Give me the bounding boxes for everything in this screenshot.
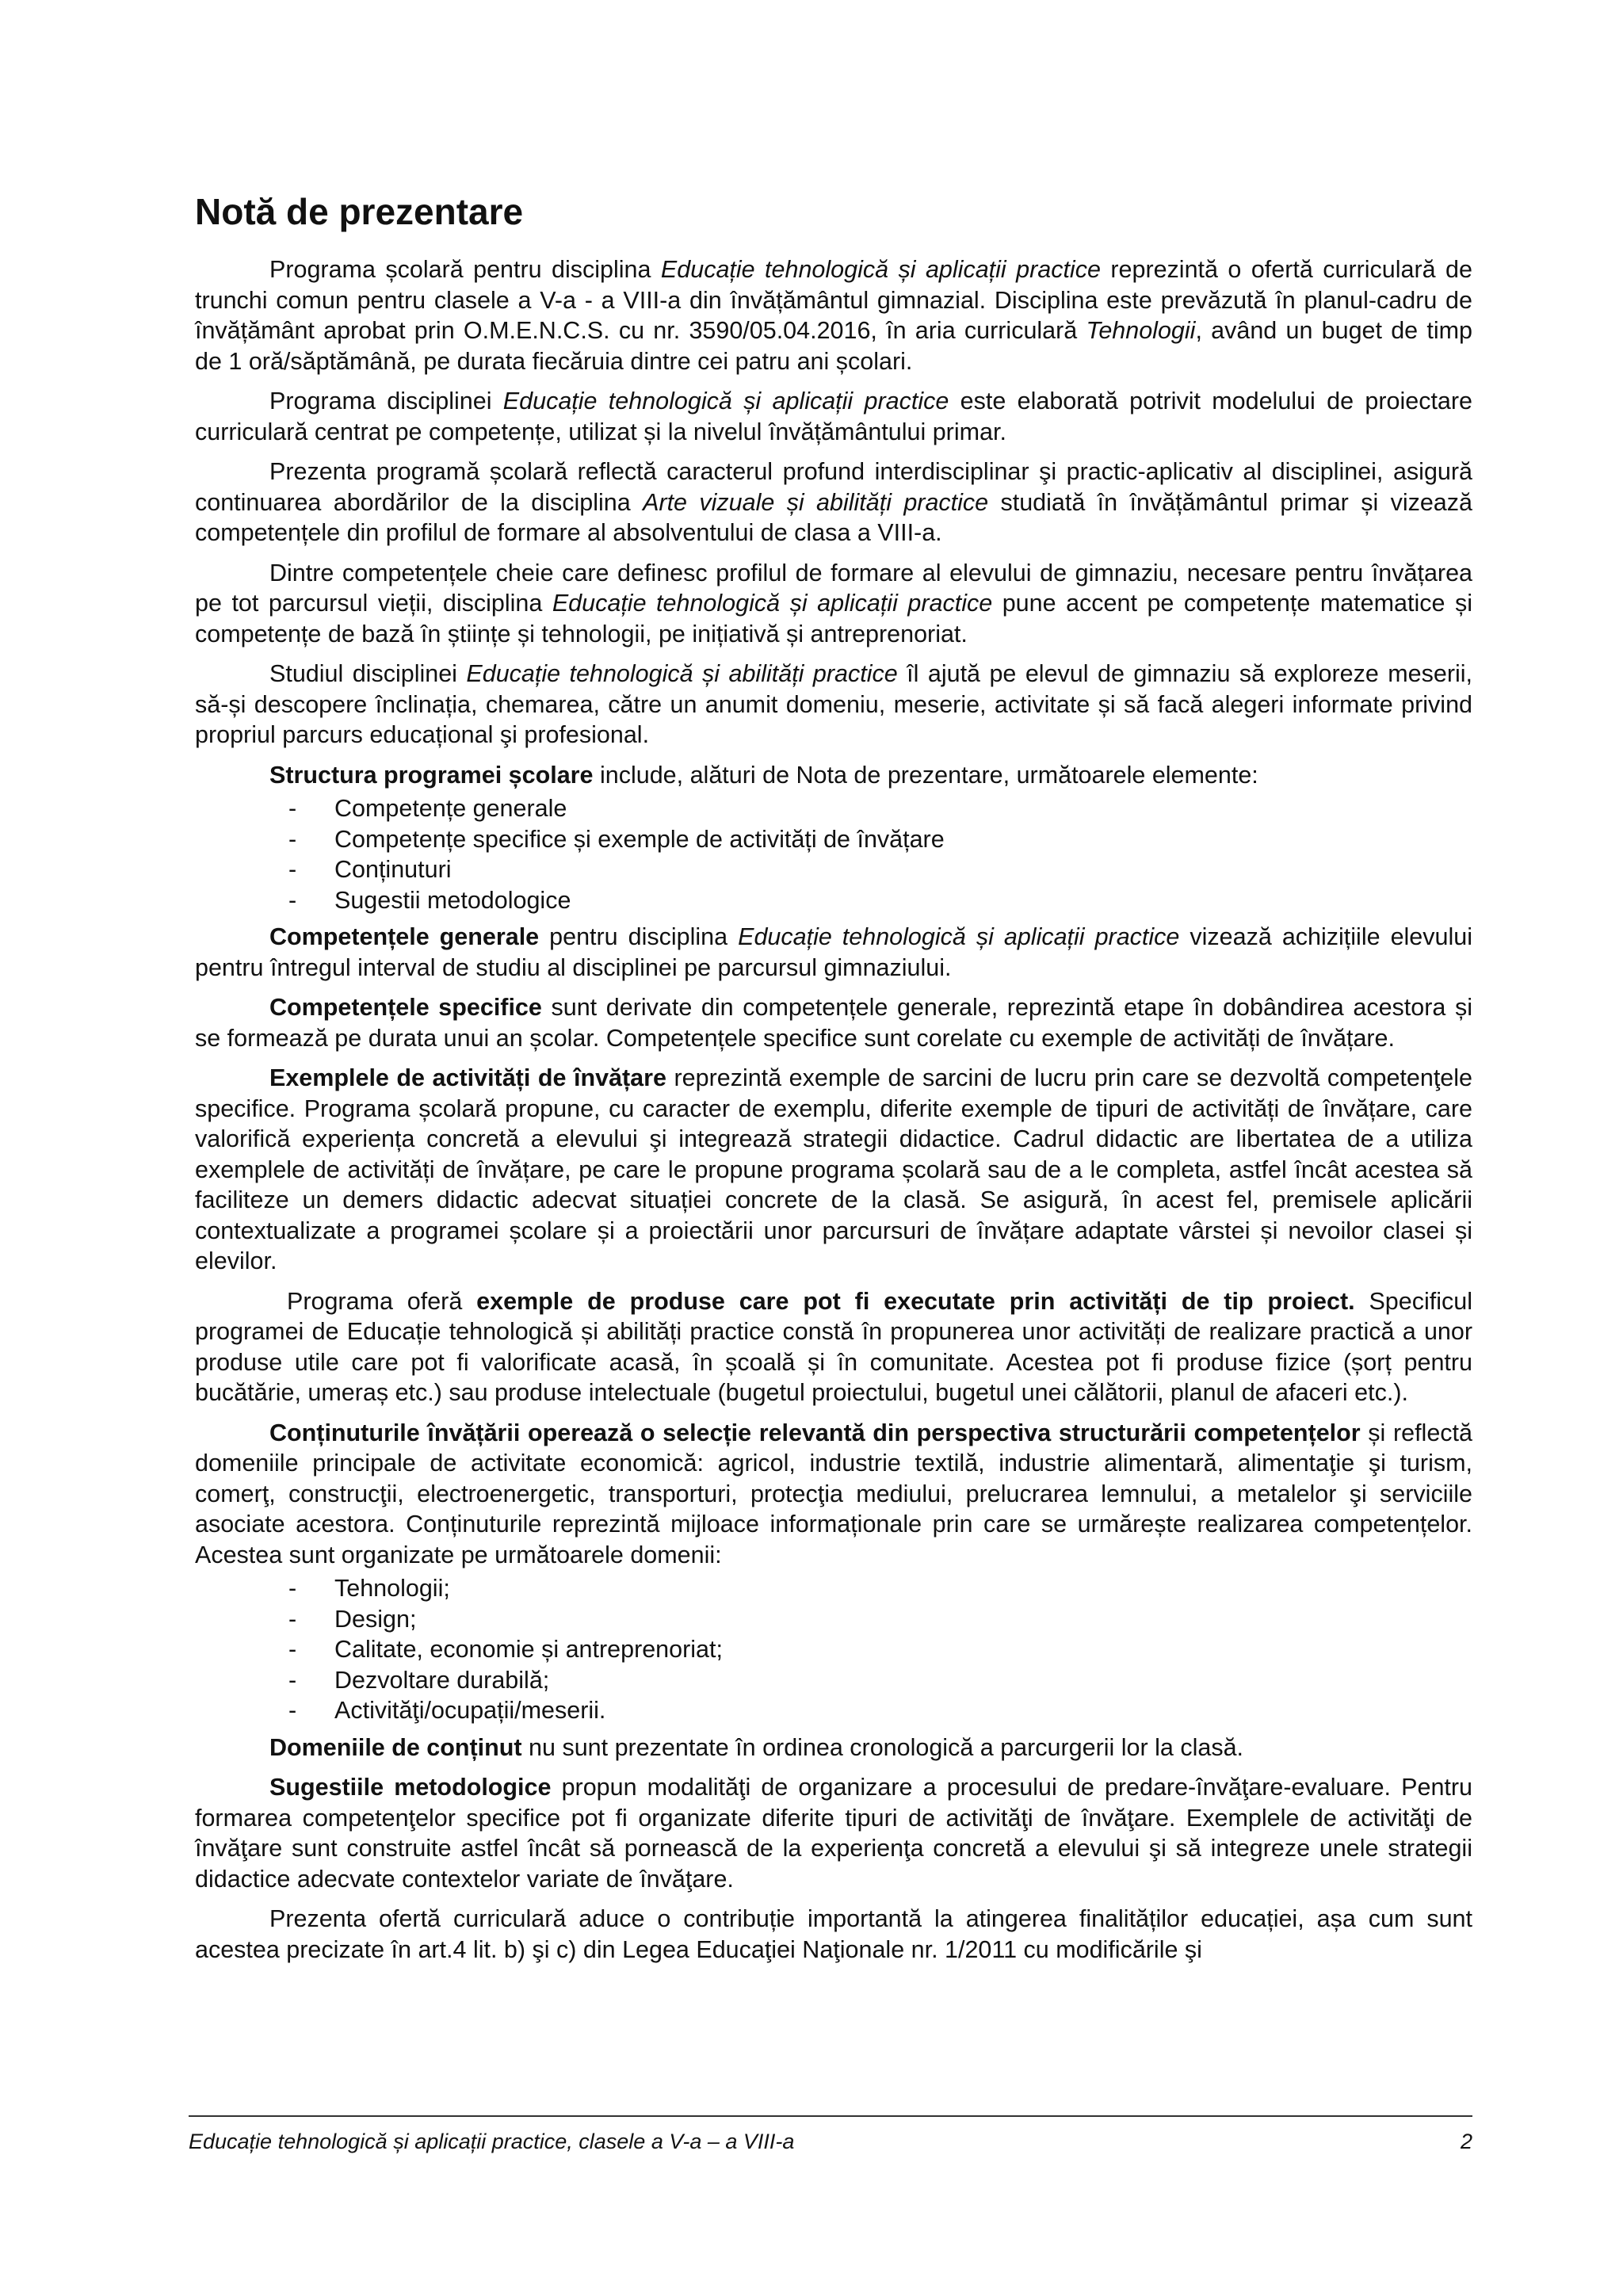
list-item: - Sugestii metodologice	[288, 885, 1472, 916]
text: Programa oferă	[287, 1287, 477, 1315]
paragraph-contents	[195, 1418, 1472, 1571]
text: este elaborată potrivit modelului de proiectare curriculară centrat pe competențe, utilizat și la nivelul învățământului primar.	[195, 388, 1473, 445]
paragraph-interdisciplinary	[195, 457, 1472, 548]
text: îl ajută pe elevul de gimnaziu să exploreze meserii, să-și descopere înclinația, chemarea, către un anumit domeniu, meserie, activitate și să facă alegeri informate privind propriul parcurs educațional şi profesional.	[195, 660, 1473, 749]
text: studiată în învățământul primar și vizează competențele din profilul de formare al absolventului de clasa a VIII-a.	[195, 488, 1472, 547]
paragraph-content-domains	[195, 1733, 1472, 1763]
paragraph-key-competences	[195, 558, 1472, 650]
text: și reflectă domeniile principale de activitate economică: agricol, industrie textilă, industrie alimentară, alimentaţie şi turism, comerţ, construcţii, electroenergetic, transporturi, protecţia mediului, prelucrarea lemnului, a metalelor şi serviciile asociate acestora. Conținuturile reprezintă mijloace informaționale prin care se urmărește realizarea competențelor. Acestea sunt organizate pe următoarele domenii:	[195, 1419, 1472, 1568]
list-item: - Dezvoltare durabilă;	[288, 1665, 1472, 1696]
discipline-name: Educație tehnologică și aplicații practice	[502, 388, 949, 415]
bold-term: Competențele specifice	[269, 994, 542, 1022]
text: Prezenta ofertă curriculară aduce o contribuție importantă la atingerea finalităților educației, așa cum sunt acestea precizate în art.4 lit. b) şi c) din Legea Educaţiei Naţionale nr. 1/2011 cu modificările şi	[195, 1905, 1472, 1963]
bold-term: Conținuturile învățării operează o selecție relevantă din perspectiva structurării competențelor	[269, 1419, 1361, 1446]
text: Programa disciplinei	[269, 388, 503, 415]
discipline-name: Educație tehnologică și aplicații practice	[660, 256, 1101, 284]
text: reprezintă o ofertă curriculară de trunchi comun pentru clasele a V-a - a VIII-a din învățământul gimnazial. Disciplina este prevăzută în planul-cadru de învățământ aprobat prin O.M.E.N.C.S. cu nr. 3590/05.04.2016, în aria curriculară	[195, 256, 1472, 345]
list-item: - Design;	[288, 1604, 1472, 1635]
text: pentru disciplina	[539, 923, 739, 951]
page-footer	[189, 2115, 1472, 2155]
bold-term: Domeniile de conținut	[269, 1733, 522, 1761]
discipline-name: Arte vizuale și abilități practice	[643, 488, 989, 516]
paragraph-general-competences	[195, 922, 1472, 983]
paragraph-intro	[195, 254, 1472, 376]
domains-list	[195, 1573, 1472, 1726]
paragraph-structure	[195, 760, 1472, 791]
bold-term: exemple de produse care pot fi executate prin activități de tip proiect.	[476, 1287, 1355, 1315]
bold-term: Structura programei școlare	[269, 761, 594, 789]
paragraph-contribution	[195, 1904, 1472, 1965]
document-page	[195, 190, 1472, 1974]
page-title: Notă de prezentare	[195, 191, 524, 232]
discipline-name: Educație tehnologică și aplicații practice	[738, 923, 1180, 951]
text: , având un buget de timp de 1 oră/săptămână, pe durata fiecăruia dintre cei patru ani școlari.	[195, 317, 1472, 375]
list-item: - Tehnologii;	[288, 1573, 1472, 1604]
structure-list	[195, 793, 1472, 915]
paragraph-activity-examples	[195, 1063, 1472, 1277]
list-item: - Conținuturi	[288, 854, 1472, 885]
text: Specificul programei de Educație tehnologică și abilități practice constă în propunerea unor activități de realizare practică a unor produse utile care pot fi valorificate acasă, în școală și în comunitate. Acestea pot fi produse fizice (șorț pentru bucătărie, umeraș etc.) sau produse intelectuale (bugetul proiectului, bugetul unei călătorii, planul de afaceri etc.).	[195, 1287, 1472, 1407]
discipline-name: Educație tehnologică și abilități practice	[466, 660, 898, 688]
footer-title: Educație tehnologică și aplicații practice, clasele a V-a – a VIII-a	[189, 2130, 795, 2153]
paragraph-products	[195, 1286, 1472, 1408]
bold-term: Competențele generale	[269, 923, 540, 951]
text: reprezintă exemple de sarcini de lucru prin care se dezvoltă competenţele specifice. Programa școlară propune, cu caracter de exemplu, diferite exemple de tipuri de activități de învățare, care valorifică experiența concretă a elevului şi integrează strategii didactice. Cadrul didactic are libertatea de a utiliza exemplele de activități de învățare, pe care le propune programa școlară sau de a le completa, astfel încât acestea să faciliteze un demers didactic adecvat situației concrete de la clasă. Se asigură, în acest fel, premisele aplicării contextualizate a programei școlare și a proiectării unor parcursuri de învățare adaptate vârstei și nevoilor clasei și elevilor.	[195, 1064, 1472, 1275]
text: pune accent pe competențe matematice și competențe de bază în științe și tehnologii, pe inițiativă și antreprenoriat.	[195, 590, 1473, 648]
page-number: 2	[1460, 2130, 1472, 2153]
paragraph-model	[195, 386, 1472, 447]
text: propun modalităţi de organizare a procesului de predare-învăţare-evaluare. Pentru formarea competenţelor specifice pot fi organizate diferite tipuri de activităţi de învăţare. Exemplele de activităţi de învăţare sunt construite astfel încât să pornească de la experienţa concretă a elevului şi să integreze unele strategii didactice adecvate contextelor variate de învăţare.	[195, 1774, 1473, 1893]
text: Prezenta programă școlară reflectă caracterul profund interdisciplinar şi practic-aplicativ al disciplinei, asigură continuarea abordărilor de la disciplina	[195, 458, 1472, 516]
paragraph-methodology	[195, 1772, 1472, 1894]
list-item: - Activităţi/ocupații/meserii.	[288, 1695, 1472, 1726]
text: Studiul disciplinei	[269, 660, 467, 688]
bold-term: Sugestiile metodologice	[269, 1774, 552, 1801]
paragraph-specific-competences	[195, 992, 1472, 1053]
bold-term: Exemplele de activități de învățare	[269, 1064, 666, 1092]
text: Dintre competențele cheie care definesc profilul de formare al elevului de gimnaziu, necesare pentru învățarea pe tot parcursul vieții, disciplina	[195, 559, 1472, 617]
text: vizează achizițiile elevului pentru întregul interval de studiu al disciplinei pe parcursul gimnaziului.	[195, 923, 1472, 981]
curricular-area: Tehnologii	[1086, 317, 1196, 345]
list-item: - Calitate, economie și antreprenoriat;	[288, 1634, 1472, 1665]
discipline-name: Educație tehnologică și aplicații practice	[552, 590, 993, 617]
list-item: - Competențe specifice și exemple de activități de învățare	[288, 824, 1472, 855]
text: Programa școlară pentru disciplina	[269, 256, 661, 284]
list-item: - Competențe generale	[288, 793, 1472, 824]
paragraph-study	[195, 659, 1472, 751]
text: nu sunt prezentate în ordinea cronologică a parcurgerii lor la clasă.	[521, 1733, 1244, 1761]
text: sunt derivate din competențele generale, reprezintă etape în dobândirea acestora și se formează pe durata unui an școlar. Competențele specifice sunt corelate cu exemple de activități de învățare.	[195, 994, 1472, 1052]
text: include, alături de Nota de prezentare, următoarele elemente:	[593, 761, 1258, 789]
